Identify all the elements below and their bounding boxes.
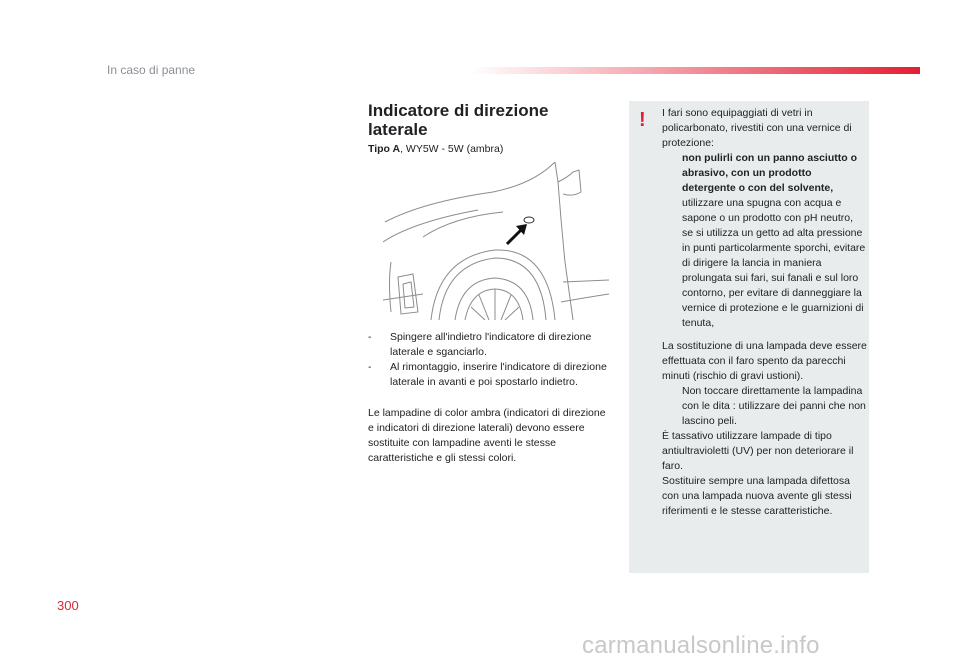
header-title: In caso di panne [107, 63, 196, 77]
car-fender-illustration [383, 162, 609, 320]
arrow-bullet-icon [662, 151, 682, 196]
arrow-bullet-icon [662, 226, 682, 331]
warning-paragraph: È tassativo utilizzare lampade di tipo antiultravioletti (UV) per non deteriorare il faro. [662, 430, 854, 472]
warning-bullet-text: non pulirli con un panno asciutto o abrasivo, con un prodotto detergente o con del solvente, [682, 152, 857, 194]
bulb-type-value: , WY5W - 5W (ambra) [400, 143, 504, 155]
section-title [368, 101, 608, 139]
warning-content [662, 106, 867, 519]
warning-bullet-text: se si utilizza un getto ad alta pressione in punti particolarmente sporchi, evitare di dirigere la lancia in maniera prolungata sui fari, sui fanali e sul loro contorno, per evitare di danneggiare la vernice di protezione e le guarnizioni di tenuta, [682, 227, 866, 329]
warning-bullet [662, 384, 867, 429]
arrow-bullet-icon [662, 384, 682, 429]
bulb-color-paragraph: Le lampadine di color ambra (indicatori di direzione e indicatori di direzione laterali) devono essere sostituite con lampadine aventi le stesse caratteristiche e gli stessi colori. [368, 407, 606, 464]
step-text: Al rimontaggio, inserire l'indicatore di direzione laterale in avanti e poi spostarlo indietro. [390, 361, 607, 388]
arrow-bullet-icon [662, 196, 682, 226]
warning-bullet-text: Non toccare direttamente la lampadina con le dita : utilizzare dei panni che non lascino peli. [682, 385, 866, 427]
header-accent-bar [470, 67, 920, 74]
page-number: 300 [57, 598, 79, 613]
exclamation-icon: ! [639, 109, 646, 131]
step-dash: - [368, 331, 372, 343]
warning-bullet [662, 151, 867, 196]
step-text: Spingere all'indietro l'indicatore di direzione laterale e sganciarlo. [390, 331, 592, 358]
steps-list [368, 330, 613, 390]
warning-bullet-text: utilizzare una spugna con acqua e sapone o un prodotto con pH neutro, [682, 197, 854, 224]
step-item [368, 330, 613, 360]
step-item [368, 360, 613, 390]
section-title-line2: laterale [368, 120, 428, 139]
step-dash: - [368, 361, 372, 373]
warning-box [629, 101, 869, 573]
watermark: carmanualsonline.info [582, 632, 820, 659]
warning-paragraph: Sostituire sempre una lampada difettosa con una lampada nuova avente gli stessi riferimenti e le stesse caratteristiche. [662, 475, 852, 517]
section-title-line1: Indicatore di direzione [368, 101, 549, 120]
bulb-type-line [368, 143, 503, 155]
bulb-type-label: Tipo A [368, 143, 401, 155]
warning-paragraph: La sostituzione di una lampada deve essere effettuata con il faro spento da parecchi minuti (rischio di gravi ustioni). [662, 340, 867, 382]
warning-bullet [662, 196, 867, 226]
warning-bullet [662, 226, 867, 331]
warning-intro: I fari sono equipaggiati di vetri in policarbonato, rivestiti con una vernice di protezione: [662, 107, 852, 149]
